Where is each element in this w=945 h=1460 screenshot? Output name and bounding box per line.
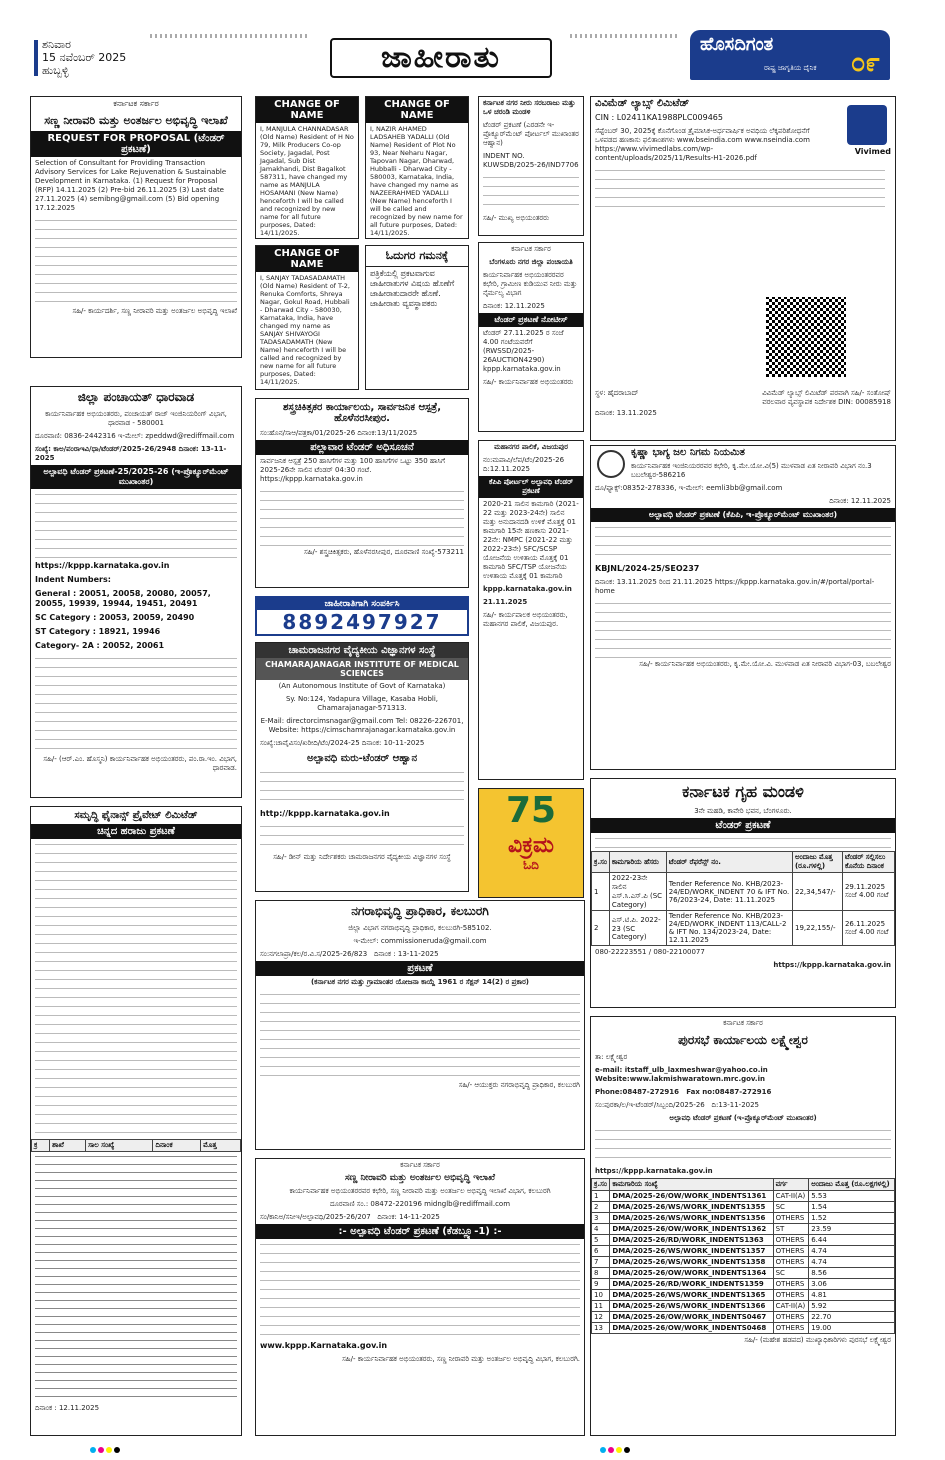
cims-notice: ಅಲ್ಪಾವಧಿ ಮರು-ಟೆಂಡರ್ ಆಹ್ವಾನ <box>306 753 418 764</box>
lk-date: ದಿ:13-11-2025 <box>711 1101 760 1109</box>
table-row <box>592 1301 895 1312</box>
mcv-no: ನಂ:ಮಪಾವಿ/ಲೆಪ/ಟೆಂ/2025-26 ದಿ:12.11.2025 <box>483 456 565 473</box>
kuda-sub: ಜಿಲ್ಲಾ ವಿಭಾಗ ನಗರಾಭಿವೃದ್ಧಿ ಪ್ರಾಧಿಕಾರ, ಕಲಬುರಗಿ-585102. <box>348 924 492 932</box>
text-lines <box>260 989 580 1079</box>
cell: Tender Reference No. KHB/2023-24/ED/WORK_INDENT 70 & IFT No. 76/2023-24, Date: 11.11.2025 <box>666 873 792 911</box>
table-row <box>592 1191 895 1202</box>
cell: 1 <box>592 873 610 911</box>
mi-url[interactable]: www.kppp.Karnataka.gov.in <box>260 1341 388 1350</box>
con-heading: CHANGE OF NAME <box>256 97 358 123</box>
cell: 1.52 <box>809 1213 895 1224</box>
govt-label: ಕರ್ನಾಟಕ ಸರ್ಕಾರ <box>113 99 159 108</box>
ad-samruddhi-auction <box>30 806 242 1436</box>
vivimed-cin: CIN : L02411KA1988PLC009465 <box>595 113 723 122</box>
masthead <box>0 0 945 92</box>
zp-url[interactable]: https://kppp.karnataka.gov.in <box>35 561 170 570</box>
cell: 6.44 <box>809 1235 895 1246</box>
kgm-phone: 080-22223551 / 080-22100077 <box>595 948 705 956</box>
zp-tender-heading: ಅಲ್ಪಾವಧಿ ಟೆಂಡರ್ ಪ್ರಕಟಣೆ-25/2025-26 (ಇ-ಪ್ರೊಕ್ಯೂರ್‌ಮೆಂಟ್ ಮುಖಾಂತರ) <box>31 465 241 489</box>
mi-date: ದಿನಾಂಕ: 14-11-2025 <box>377 1213 440 1221</box>
cell: DMA/2025-26/WS/WORK_INDENTS1366 <box>610 1301 773 1312</box>
text-lines <box>260 1239 580 1339</box>
table-row <box>592 873 895 911</box>
rfp-body: Selection of Consultant for Providing Transaction Advisory Services for Lake Rejuvenation & Sustainable Development in Karnataka. (1) Request for Proposal (RFP) 14.11.2025 (2) Pre-bid 26.11.2025 (3) Last date 27.11.2025 (4) semibng@gmail.com (5) Bid opening 17.12.2025 <box>35 159 227 212</box>
kgm-notice: ಟೆಂಡರ್ ಪ್ರಕಟಣೆ <box>591 818 895 833</box>
cell: 4.74 <box>809 1257 895 1268</box>
vivimed-body: ಸೆಪ್ಟೆಂಬರ್ 30, 2025ಕ್ಕೆ ಕೊನೆಗೊಂಡ ತ್ರೈಮಾಸಿಕ-ಅರ್ಧವಾರ್ಷಿಕ ಅವಧಿಯ ಲೆಕ್ಕಪರಿಶೋಧನೆಗೆ ಒಳಪಡದ ಹಣಕಾಸು ಫಲಿತಾಂಶಗಳು www.bseindia.com www.nseindia.com https://www.vivimedlabs.com/wp-content/uploads/2025/11/Results-H1-2026.pdf <box>595 127 810 162</box>
text-lines <box>595 522 891 562</box>
cell: CAT-II(A) <box>773 1301 809 1312</box>
cell: OTHERS <box>773 1290 809 1301</box>
mcv-notice: ಕೆಪಿಪಿ ಪೋರ್ಟಲ್ ಅಲ್ಪಾವಧಿ ಟೆಂಡರ್ ಪ್ರಕಟಣೆ <box>479 476 583 498</box>
day-label: ಶನಿವಾರ <box>42 38 71 51</box>
cell: 23.59 <box>809 1224 895 1235</box>
auction-rows <box>35 1152 237 1402</box>
mi-no: ಸಂ/ಕಾನಿಅ/ಸನೀಇ/ಅಲ್ಪಾವಧಿ/2025-26/207 <box>260 1213 371 1221</box>
text-lines <box>483 172 579 212</box>
bzp-title: ಬೆಂಗಳೂರು ನಗರ ಜಿಲ್ಲಾ ಪಂಚಾಯತಿ <box>489 258 573 266</box>
cell: 19,22,155/- <box>792 911 842 946</box>
col-header: ಕಾಮಗಾರಿಯ ಹೆಸರು <box>609 852 666 873</box>
text-lines <box>595 598 891 658</box>
zp-sign: ಸಹಿ/- (ಆರ್.ಎಂ. ಹೊಸ್ಮನಿ) ಕಾರ್ಯನಿರ್ವಾಹಕ ಅಭಿಯಂತರರು, ಪಂ.ರಾ.ಇಂ. ವಿಭಾಗ, ಧಾರವಾಡ. <box>43 755 237 772</box>
ad-lakshmeshwar <box>590 1016 896 1436</box>
kwb-indent: INDENT NO. KUWSDB/2025-26/IND7706 <box>483 152 579 169</box>
text-lines <box>260 486 464 546</box>
lk-dist: ತಾ: ಲಕ್ಷ್ಮೇಶ್ವರ <box>595 1053 628 1061</box>
city-label: ಹುಬ್ಬಳ್ಳಿ <box>42 64 69 77</box>
lk-table <box>591 1178 895 1334</box>
con-body: I, NAZIR AHAMED LADSAHEB YADALLI (Old Name) Resident of Plot No 93, Near Neharu Nagar, Tapovan Nagar, Dharwad, Hubballi - Dharwad City - 580003, Karnataka, India, have changed my name as NAZEERAHMED YADALLI (New Name) henceforth I will be called and recognized by new name for all future purposes, Dated: 14/11/2025. <box>370 125 463 237</box>
cell: DMA/2025-26/OW/WORK_INDENTS0467 <box>610 1312 773 1323</box>
rfp-heading: REQUEST FOR PROPOSAL (ಟೆಂಡರ್ ಪ್ರಕಟಣೆ) <box>31 131 241 157</box>
lk-fax: Fax no:08487-272916 <box>686 1088 772 1096</box>
kbjnl-body: ದಿನಾಂಕ: 13.11.2025 ರಿಂದ 21.11.2025 https://kppp.karnataka.gov.in/#/portal/portal-home <box>595 578 875 595</box>
kbjnl-ref: KBJNL/2024-25/SEO237 <box>595 564 700 573</box>
cell: DMA/2025-26/WS/WORK_INDENTS1355 <box>610 1202 773 1213</box>
cell: ST <box>773 1224 809 1235</box>
lk-no: ಸಂ:ಪುರಕಾ/ಲ/ಇ-ಟೆಂಡರ್/ಸಿಬ್ಬಂದಿ/2025-26 <box>595 1101 705 1109</box>
kuda-no: ಸಂ:ನಗಲಾಪ್ರಾ/ಕಲ/ರ.ವಿ.ಸ/2025-26/823 <box>260 950 368 958</box>
cell: Tender Reference No. KHB/2023-24/ED/WORK_INDENT 113/CALL-2 & IFT No. 134/2023-24, Date: 12.11.2025 <box>666 911 792 946</box>
cell: 13 <box>592 1323 610 1334</box>
table-row <box>592 1224 895 1235</box>
lk-title: ಪುರಸಭೆ ಕಾರ್ಯಾಲಯ ಲಕ್ಷ್ಮೇಶ್ವರ <box>678 1033 808 1047</box>
masthead-stripe-right <box>570 34 680 38</box>
bzp-notice: ಟೆಂಡರ್ ಪ್ರಕಟಣೆ ನೋಟೀಸ್ <box>479 313 583 327</box>
cell: DMA/2025-26/WS/WORK_INDENTS1358 <box>610 1257 773 1268</box>
logo-subtitle: ರಾಷ್ಟ್ರ ಜಾಗೃತಿಯ ದೈನಿಕ <box>764 64 817 72</box>
qr-code-icon <box>766 297 846 377</box>
ad-cims <box>255 642 469 892</box>
cell: OTHERS <box>773 1235 809 1246</box>
kgm-title: ಕರ್ನಾಟಕ ಗೃಹ ಮಂಡಳಿ <box>682 782 804 801</box>
cell: 10 <box>592 1290 610 1301</box>
cell: OTHERS <box>773 1213 809 1224</box>
samruddhi-notice: ಚಿನ್ನದ ಹರಾಜು ಪ್ರಕಟಣೆ <box>31 824 241 839</box>
cell: 2 <box>592 911 610 946</box>
bzp-sub: ಕಾರ್ಯನಿರ್ವಾಹಕ ಅಭಿಯಂತರರವರ ಕಛೇರಿ, ಗ್ರಾಮೀಣ ಕುಡಿಯುವ ನೀರು ಮತ್ತು ನೈರ್ಮಲ್ಯ ವಿಭಾಗ <box>483 271 578 297</box>
cell: 22.70 <box>809 1312 895 1323</box>
col-header: ದಿನಾಂಕ <box>153 1140 201 1152</box>
cell: 19.00 <box>809 1323 895 1334</box>
samruddhi-title: ಸಮೃದ್ಧಿ ಫೈನಾನ್ಸ್ ಪ್ರೈವೇಟ್ ಲಿಮಿಟೆಡ್ <box>74 810 198 821</box>
zp-no: ಸಂಖ್ಯೆ: ಕಾಅ/ಪಂರಾಇವಿ/ಧಾ/ಟೆಂಡರ್/2025-26/2948 ದಿನಾಂಕ: 13-11-2025 <box>35 445 227 462</box>
cims-no: ಸಂಖ್ಯೆ:ಚಾವೈವಿಸಂ/ಖರೀದಿ/ಟೆಂ/2024-25 ದಿನಾಂಕ: 10-11-2025 <box>260 739 425 747</box>
kwb-title: ಕರ್ನಾಟಕ ನಗರ ನೀರು ಸರಬರಾಜು ಮತ್ತು ಒಳ ಚರಂಡಿ ಮಂಡಳಿ <box>483 99 576 116</box>
col-header: ಕ್ರ.ಸಂ <box>592 1179 610 1191</box>
vivimed-logo-icon <box>847 105 887 145</box>
page-title: ಜಾಹೀರಾತು <box>330 38 552 78</box>
mi-phone: ದೂರವಾಣಿ ಸಂ.: 08472-220196 midnglb@rediffmail.com <box>329 1200 511 1208</box>
cell: OTHERS <box>773 1257 809 1268</box>
col-header: ವರ್ಗ <box>773 1179 809 1191</box>
cell: DMA/2025-26/WS/WORK_INDENTS1356 <box>610 1213 773 1224</box>
bzp-sign: ಸಹಿ/- ಕಾರ್ಯನಿರ್ವಾಹಕ ಅಭಿಯಂತರರು <box>483 378 574 386</box>
samruddhi-date: ದಿನಾಂಕ : 12.11.2025 <box>35 1404 100 1412</box>
hosp-body: ಸಾರ್ವಜನಿಕ ಆಸ್ಪತ್ರೆ 250 ಹಾಸಿಗೆಗಳ ಮತ್ತು 100 ಹಾಸಿಗೆಗಳ ಒಟ್ಟು 350 ಹಾಸಿಗೆ 2025-26ನೇ ಸಾಲಿನ ಟೆಂಡರ್ 04:30 ಗಂಟೆ. https://kppp.karnataka.gov.in <box>260 457 446 483</box>
hosp-title: ಶಸ್ತ್ರಚಿಕಿತ್ಸಕರ ಕಾರ್ಯಾಲಯ, ಸಾರ್ವಜನಿಕ ಆಸ್ಪತ್ರೆ, ಹೊಳೆನರಸೀಪುರ. <box>282 402 442 424</box>
cell: 4 <box>592 1224 610 1235</box>
cims-sub: (An Autonomous Institute of Govt of Karnataka) <box>278 682 446 690</box>
mi-sign: ಸಹಿ/- ಕಾರ್ಯನಿರ್ವಾಹಕ ಅಭಿಯಂತರರು, ಸಣ್ಣ ನೀರಾವರಿ ಮತ್ತು ಅಂತರ್ಜಲ ಅಭಿವೃದ್ಧಿ ವಿಭಾಗ, ಕಲಬುರಗಿ. <box>342 1355 580 1363</box>
auction-table <box>31 1139 241 1152</box>
rfp-sign: ಸಹಿ/- ಕಾರ್ಯದರ್ಶಿ, ಸಣ್ಣ ನೀರಾವರಿ ಮತ್ತು ಅಂತರ್ಜಲ ಅಭಿವೃದ್ಧಿ ಇಲಾಖೆ <box>72 307 237 315</box>
zp-sc: SC Category : 20053, 20059, 20490 <box>35 613 195 622</box>
kgm-table <box>591 851 895 946</box>
cell: 22,34,547/- <box>792 873 842 911</box>
ad-contact <box>255 596 469 636</box>
cell: 4.74 <box>809 1246 895 1257</box>
table-row <box>592 1268 895 1279</box>
text-lines <box>260 821 464 851</box>
table-row <box>592 1202 895 1213</box>
readers-body: ಪತ್ರಿಕೆಯಲ್ಲಿ ಪ್ರಕಟವಾಗುವ ಜಾಹೀರಾತುಗಳ ವಿಷಯ ಹೊಣೆಗೆ ಜಾಹೀರಾತುದಾರರೇ ಹೊಣೆ. ಜಾಹೀರಾತು ವ್ಯವಸ್ಥಾಪಕರು <box>370 269 455 308</box>
cell: CAT-II(A) <box>773 1191 809 1202</box>
cell: 2 <box>592 1202 610 1213</box>
mi-title: ಸಣ್ಣ ನೀರಾವರಿ ಮತ್ತು ಅಂತರ್ಜಲ ಅಭಿವೃದ್ಧಿ ಇಲಾಖೆ <box>344 1173 496 1183</box>
cell: 1.54 <box>809 1202 895 1213</box>
cims-kn-title: ಚಾಮರಾಜನಗರ ವೈದ್ಯಕೀಯ ವಿಜ್ಞಾನಗಳ ಸಂಸ್ಥೆ <box>256 643 468 658</box>
lk-phone: Phone:08487-272916 <box>595 1088 679 1096</box>
col-header: ಶಾಖೆ <box>50 1140 86 1152</box>
ad-change-of-name-3 <box>255 245 359 390</box>
con-heading: CHANGE OF NAME <box>366 97 468 123</box>
col-header: ಮೊತ್ತ <box>201 1140 241 1152</box>
col-header: ಸಾಲ ಸಂಖ್ಯೆ <box>86 1140 153 1152</box>
mi-notice: :- ಅಲ್ಪಾವಧಿ ಟೆಂಡರ್ ಪ್ರಕಟಣೆ (ಕೆಡಬ್ಲ್ಯೂ-1) :- <box>256 1224 584 1239</box>
text-lines <box>35 215 237 305</box>
cell: 29.11.2025 ಸಂಜೆ 4.00 ಗಂಟೆ <box>842 873 894 911</box>
color-registration-right <box>600 1438 632 1446</box>
newspaper-logo <box>690 30 890 80</box>
date-label: 15 ನವೆಂಬರ್ 2025 <box>42 51 127 64</box>
ad-vikrama <box>478 788 584 898</box>
cell: 11 <box>592 1301 610 1312</box>
kgm-url[interactable]: https://kppp.karnataka.gov.in <box>773 961 891 969</box>
zp-phone: ದೂರವಾಣಿ: 0836-2442316 ಇ-ಮೇಲ್: zpeddwd@rediffmail.com <box>35 432 235 440</box>
text-lines <box>595 165 885 215</box>
cell: 3.06 <box>809 1279 895 1290</box>
vivimed-place: ಸ್ಥಳ: ಹೈದರಾಬಾದ್ <box>595 389 639 397</box>
ad-kuda <box>255 900 585 1150</box>
bzp-govt: ಕರ್ನಾಟಕ ಸರ್ಕಾರ <box>511 245 551 253</box>
kuda-title: ನಗರಾಭಿವೃದ್ಧಿ ಪ್ರಾಧಿಕಾರ, ಕಲಬುರಗಿ <box>351 904 489 918</box>
mcv-url[interactable]: kppp.karnataka.gov.in <box>483 585 572 593</box>
bzp-body: ಟೆಂಡರ್ 27.11.2025 ರ ಸಂಜೆ 4.00 ಗಂಟೆಯವರೆಗೆ (RWSSD/2025-26AUCTION4290) kppp.karnataka.gov.in <box>483 329 564 373</box>
col-header: ಅಂದಾಜು ಮೊತ್ತ (ರೂ.ಲಕ್ಷಗಳಲ್ಲಿ) <box>809 1179 895 1191</box>
cell: 6 <box>592 1246 610 1257</box>
lk-notice: ಅಲ್ಪಾವಧಿ ಟೆಂಡರ್ ಪ್ರಕಟಣೆ (ಇ-ಪ್ರೊಕ್ಯೂರ್‌ಮೆಂಟ್ ಮುಖಾಂತರ) <box>669 1114 817 1122</box>
kbjnl-notice: ಅಲ್ಪಾವಧಿ ಟೆಂಡರ್ ಪ್ರಕಟಣೆ (ಕೆಪಿಪಿ, ಇ-ಪ್ರೊಕ್ಯೂರ್‌ಮೆಂಟ್ ಮುಖಾಂತರ) <box>591 508 895 522</box>
vivimed-brand: Vivimed <box>854 147 891 156</box>
ad-readers-notice <box>365 245 469 390</box>
kbjnl-date: ದಿನಾಂಕ: 12.11.2025 <box>829 497 891 505</box>
mcv-date: 21.11.2025 <box>483 598 528 606</box>
lk-email[interactable]: e-mail: itstaff_ulb_laxmeshwar@yahoo.co.in <box>595 1066 768 1074</box>
cell: 12 <box>592 1312 610 1323</box>
table-row <box>592 1323 895 1334</box>
cell: 5.92 <box>809 1301 895 1312</box>
kbjnl-logo-icon <box>597 450 625 478</box>
cell: OTHERS <box>773 1279 809 1290</box>
ad-kwsdb <box>478 96 584 236</box>
zp-indent-label: Indent Numbers: <box>35 575 111 584</box>
zp-st: ST Category : 18921, 19946 <box>35 627 161 636</box>
cell: SC <box>773 1202 809 1213</box>
kuda-date: ದಿನಾಂಕ : 13-11-2025 <box>373 950 439 958</box>
mi-sub: ಕಾರ್ಯನಿರ್ವಾಹಕ ಅಭಿಯಂತರರವರ ಕಛೇರಿ, ಸಣ್ಣ ನೀರಾವರಿ ಮತ್ತು ಅಂತರ್ಜಲ ಅಭಿವೃದ್ಧಿ ಇಲಾಖೆ ವಿಭಾಗ, ಕಲಬುರಗಿ <box>289 1187 551 1195</box>
table-row <box>592 1279 895 1290</box>
text-lines <box>35 653 237 753</box>
ad-mcv <box>478 440 584 780</box>
cell: 5 <box>592 1235 610 1246</box>
kuda-email: ಇ-ಮೇಲ್: commissioneruda@gmail.com <box>353 937 487 945</box>
cell: 1 <box>592 1191 610 1202</box>
cims-url[interactable]: http://kppp.karnataka.gov.in <box>260 809 390 818</box>
cell: 9 <box>592 1279 610 1290</box>
cell: 8.56 <box>809 1268 895 1279</box>
col-header: ಕಾಮಗಾರಿಯ ಸಂಖ್ಯೆ <box>610 1179 773 1191</box>
kgm-addr: 3ನೇ ಮಹಡಿ, ಕಾವೇರಿ ಭವನ, ಬೆಂಗಳೂರು. <box>694 807 792 815</box>
ad-minor-irrigation-rfp <box>30 96 242 358</box>
vivimed-sign: ವಿವಿಮೆಡ್ ಲ್ಯಾಬ್ಸ್ ಲಿಮಿಟೆಡ್ ಪರವಾಗಿ ಸಹಿ/- ಸಂತೋಷ್ ವರಲವಾರ ವ್ಯವಸ್ಥಾಪಕ ನಿರ್ದೇಶಕ DIN: 00085918 <box>762 389 891 406</box>
mi-govt: ಕರ್ನಾಟಕ ಸರ್ಕಾರ <box>400 1161 440 1169</box>
date-bar <box>34 40 38 76</box>
dept-title: ಸಣ್ಣ ನೀರಾವರಿ ಮತ್ತು ಅಂತರ್ಜಲ ಅಭಿವೃದ್ಧಿ ಇಲಾಖೆ <box>44 114 228 127</box>
cell: 5.53 <box>809 1191 895 1202</box>
table-row <box>592 1257 895 1268</box>
logo-text: ಹೊಸದಿಗಂತ <box>700 34 774 55</box>
text-lines <box>260 767 464 807</box>
cims-en-title: CHAMARAJANAGAR INSTITUTE OF MEDICAL SCIENCES <box>256 658 468 680</box>
kbjnl-mail: ದೂ/ಫ್ಯಾಕ್ಸ್:08352-278336, ಇ-ಮೇಲ್: eemli3bb@gmail.com <box>595 484 783 492</box>
col-header: ಅಂದಾಜು ಮೊತ್ತ (ರೂ.ಗಳಲ್ಲಿ) <box>792 852 842 873</box>
lk-sign: ಸಹಿ/- (ಮಹೇಶ ಹಡಪದ) ಮುಖ್ಯಾಧಿಕಾರಿಗಳು ಪುರಸಭೆ ಲಕ್ಷ್ಮೇಶ್ವರ <box>744 1336 891 1344</box>
ad-housing-board <box>590 778 896 1008</box>
cell: SC <box>773 1268 809 1279</box>
lk-web[interactable]: Website:www.lakmishwaratown.mrc.gov.in <box>595 1075 765 1083</box>
vikrama-75: 75 <box>505 790 557 831</box>
ad-hospital-tender <box>255 398 469 588</box>
zp-title: ಜಿಲ್ಲಾ ಪಂಚಾಯತ್ ಧಾರವಾಡ <box>77 390 195 404</box>
table-row <box>592 1290 895 1301</box>
col-header: ಕ್ರ.ಸಂ <box>592 852 610 873</box>
hosp-no: ಸಂ:ಹೊನ/ಸಾಆ/ಪತ್ರಕಾ/01/2025-26 ದಿನಾಂಕ:13/11/2025 <box>260 429 418 437</box>
cell: DMA/2025-26/RD/WORK_INDENTS1363 <box>610 1235 773 1246</box>
lk-url[interactable]: https://kppp.karnataka.gov.in <box>595 1167 713 1175</box>
cell: ಎಸ್.ಟಿ.ಪಿ. 2022-23 (SC Category) <box>609 911 666 946</box>
kwb-tender: ಟೆಂಡರ್ ಪ್ರಕಟಣೆ (ಎರಡನೇ ಇ-ಪ್ರೊಕ್ಯೂರ್‌ಮೆಂಟ್ ಪೋರ್ಟಲ್ ಮುಖಾಂತರ ಆಹ್ವಾನ) <box>483 121 579 147</box>
ad-minor-irrigation-kalaburagi <box>255 1158 585 1436</box>
cell: DMA/2025-26/OW/WORK_INDENTS1361 <box>610 1191 773 1202</box>
contact-phone[interactable]: 8892497927 <box>282 610 442 634</box>
bzp-date: ದಿನಾಂಕ: 12.11.2025 <box>483 302 545 310</box>
vikrama-sub: ಓದಿ <box>523 858 539 872</box>
ad-kbjnl <box>590 445 896 770</box>
kwb-sign: ಸಹಿ/- ಮುಖ್ಯ ಅಭಿಯಂತರರು <box>483 214 550 222</box>
cell: DMA/2025-26/RD/WORK_INDENTS1359 <box>610 1279 773 1290</box>
table-row <box>592 1213 895 1224</box>
ad-zp-dharwad <box>30 386 242 798</box>
kbjnl-sign: ಸಹಿ/- ಕಾರ್ಯನಿರ್ವಾಹಕ ಅಭಿಯಂತರರು, ಕೃ.ಮೇ.ಯೋ.ವಿ. ಮುಳವಾಡ ಏತ ನೀರಾವರಿ ವಿಭಾಗ-03, ಬಬಲೇಶ್ವರ <box>639 660 891 668</box>
zp-general: General : 20051, 20058, 20080, 20057, 20055, 19939, 19944, 19451, 20491 <box>35 589 211 608</box>
date-block <box>42 38 126 77</box>
cims-addr: Sy. No:124, Yadapura Village, Kasaba Hobli, Chamarajanagar-571313. <box>285 695 439 712</box>
mcv-sign: ಸಹಿ/- ಕಾರ್ಯಪಾಲಕ ಅಭಿಯಂತರರು, ಮಹಾನಗರ ಪಾಲಿಕೆ, ವಿಜಯಪುರ. <box>483 611 568 628</box>
mcv-title: ಮಹಾನಗರ ಪಾಲಿಕೆ, ವಿಜಯಪುರ <box>494 443 568 451</box>
kbjnl-sub: ಕಾರ್ಯನಿರ್ವಾಹಕ ಇಂಜಿನಿಯರರವರ ಕಛೇರಿ, ಕೃ.ಮೇ.ಯೋ.ವಿ(5) ಮುಳವಾಡ ಏತ ನೀರಾವರಿ ವಿಭಾಗ ನಂ.3 ಬಬಲೇಶ್ವರ-586216 <box>631 462 872 479</box>
cell: 3 <box>592 1213 610 1224</box>
cell: DMA/2025-26/OW/WORK_INDENTS1364 <box>610 1268 773 1279</box>
cell: 4.81 <box>809 1290 895 1301</box>
ad-change-of-name-2 <box>365 96 469 239</box>
con-body: I, MANJULA CHANNADASAR (Old Name) Resident of H No 79, Milk Producers Co-op Society, Jagadal, Post Jagadal, Sub Dist Jamakhandi, Dist Bagalkot 587311, have changed my name as MANJULA HOSAMANI (New Name) henceforth I will be called and recognized by new name for all future purposes, Dated: 14/11/2025. <box>260 125 354 237</box>
ad-bengaluru-zp <box>478 242 584 432</box>
contact-heading: ಜಾಹೀರಾತಿಗಾಗಿ ಸಂಪರ್ಕಿಸಿ <box>257 598 467 610</box>
zp-sub: ಕಾರ್ಯನಿರ್ವಾಹಕ ಅಭಿಯಂತರರು, ಪಂಚಾಯತ್ ರಾಜ್ ಇಂಜಿನಿಯರಿಂಗ್ ವಿಭಾಗ, ಧಾರವಾಡ - 580001 <box>45 410 227 427</box>
readers-heading: ಓದುಗರ ಗಮನಕ್ಕೆ <box>366 246 468 267</box>
mcv-body: 2020-21 ಸಾಲಿನ ಕಾಮಗಾರಿ (2021-22 ಮತ್ತು 2023-24ನೇ) ಸಾಲಿನ ಮತ್ತು ಅನುದಾನದಡಿ ಉಳಿಕೆ ಮೊತ್ತಕ್ಕೆ 01 ಕಾಮಗಾರಿ 15ನೇ ಹಣಕಾಸು 2021-22ನೇ: NMPC (2021-22 ಮತ್ತು 2022-23ನೇ) SFC/SCSP ಯೋಜನೆಯ ಉಳಿತಾಯ ಮೊತ್ತಕ್ಕೆ 01 ಕಾಮಗಾರಿ SFC/TSP ಯೋಜನೆಯ ಉಳಿತಾಯ ಮೊತ್ತಕ್ಕೆ 01 ಕಾಮಗಾರಿ <box>483 500 579 580</box>
hosp-sign: ಸಹಿ/- ಶಸ್ತ್ರಚಿಕಿತ್ಸಕರು, ಹೊಳೆನರಸೀಪುರ, ದೂರವಾಣಿ ಸಂಖ್ಯೆ-573211 <box>304 548 464 556</box>
cell: DMA/2025-26/WS/WORK_INDENTS1365 <box>610 1290 773 1301</box>
masthead-stripe-left <box>150 34 310 38</box>
kuda-sign: ಸಹಿ/- ಆಯುಕ್ತರು ನಗರಾಭಿವೃದ್ಧಿ ಪ್ರಾಧಿಕಾರ, ಕಲಬುರಗಿ <box>458 1081 580 1089</box>
table-row <box>592 1312 895 1323</box>
text-lines <box>595 1125 891 1165</box>
vikrama-name: ವಿಕ್ರಮ <box>508 833 554 858</box>
col-header: ಕ್ರ <box>32 1140 50 1152</box>
zp-cat2a: Category- 2A : 20052, 20061 <box>35 641 165 650</box>
page-number: ೦೯ <box>850 48 880 78</box>
table-row <box>592 1235 895 1246</box>
cell: 26.11.2025 ಸಂಜೆ 4.00 ಗಂಟೆ <box>842 911 894 946</box>
vivimed-name: ವಿವಿಮೆಡ್ ಲ್ಯಾಬ್ಸ್ ಲಿಮಿಟೆಡ್ <box>595 98 690 109</box>
cell: 2022-23ನೇ ಸಾಲಿನ ಎಸ್.ಸಿ.ಎಸ್.ಪಿ (SC Category) <box>609 873 666 911</box>
cell: 7 <box>592 1257 610 1268</box>
kbjnl-title: ಕೃಷ್ಣಾ ಭಾಗ್ಯ ಜಲ ನಿಗಮ ನಿಯಮಿತ <box>631 447 745 458</box>
ad-vivimed <box>590 96 896 441</box>
cims-sign: ಸಹಿ/- ಡೀನ್ ಮತ್ತು ನಿರ್ದೇಶಕರು ಚಾಮರಾಜನಗರ ವೈದ್ಯಕೀಯ ವಿಜ್ಞಾನಗಳ ಸಂಸ್ಥೆ <box>273 853 451 861</box>
cell: DMA/2025-26/WS/WORK_INDENTS1357 <box>610 1246 773 1257</box>
text-lines <box>35 489 237 559</box>
vivimed-date: ದಿನಾಂಕ: 13.11.2025 <box>595 409 657 417</box>
text-lines <box>595 833 891 851</box>
cell: 8 <box>592 1268 610 1279</box>
hosp-notice: ಪಲ್ಲಾವಾರ ಟೆಂಡರ್ ಅಧಿಸೂಚನೆ <box>256 440 468 455</box>
kuda-act: (ಕರ್ನಾಟಕ ನಗರ ಮತ್ತು ಗ್ರಾಮಾಂತರ ಯೋಜನಾ ಕಾಯ್ದೆ 1961 ರ ಸೆಕ್ಷನ್ 14(2) ರ ಪ್ರಕಾರ) <box>310 978 530 986</box>
cims-email: E-Mail: directorcimsnagar@gmail.com Tel: 08226-226701, Website: https://cimschamrajanagar.karnataka.gov.in <box>260 717 464 734</box>
con-body: I, SANJAY TADASADAMATH (Old Name) Resident of T-2, Renuka Comforts, Shreya Nagar, Gokul Road, Hubbali - Dharwad City - 580030, Karnataka, India, have changed my name as SANJAY SHIVAYOGI TADASADAMATH (New Name) henceforth I will be called and recognized by new name for all future purposes, Dated: 14/11/2025. <box>260 274 350 386</box>
cell: DMA/2025-26/OW/WORK_INDENTS0468 <box>610 1323 773 1334</box>
cell: OTHERS <box>773 1312 809 1323</box>
cell: DMA/2025-26/OW/WORK_INDENTS1362 <box>610 1224 773 1235</box>
cell: OTHERS <box>773 1323 809 1334</box>
table-row <box>592 1246 895 1257</box>
text-lines <box>35 839 237 1139</box>
cell: OTHERS <box>773 1246 809 1257</box>
con-heading: CHANGE OF NAME <box>256 246 358 272</box>
table-row <box>592 911 895 946</box>
kuda-notice: ಪ್ರಕಟಣೆ <box>256 961 584 976</box>
lk-govt: ಕರ್ನಾಟಕ ಸರ್ಕಾರ <box>723 1019 763 1027</box>
color-registration-left <box>90 1438 122 1446</box>
ad-change-of-name-1 <box>255 96 359 239</box>
col-header: ಟೆಂಡರ್ ಸಲ್ಲಿಸಲು ಕೊನೆಯ ದಿನಾಂಕ <box>842 852 894 873</box>
col-header: ಟೆಂಡರ್ ರೆಫರೆನ್ಸ್ ನಂ. <box>666 852 792 873</box>
